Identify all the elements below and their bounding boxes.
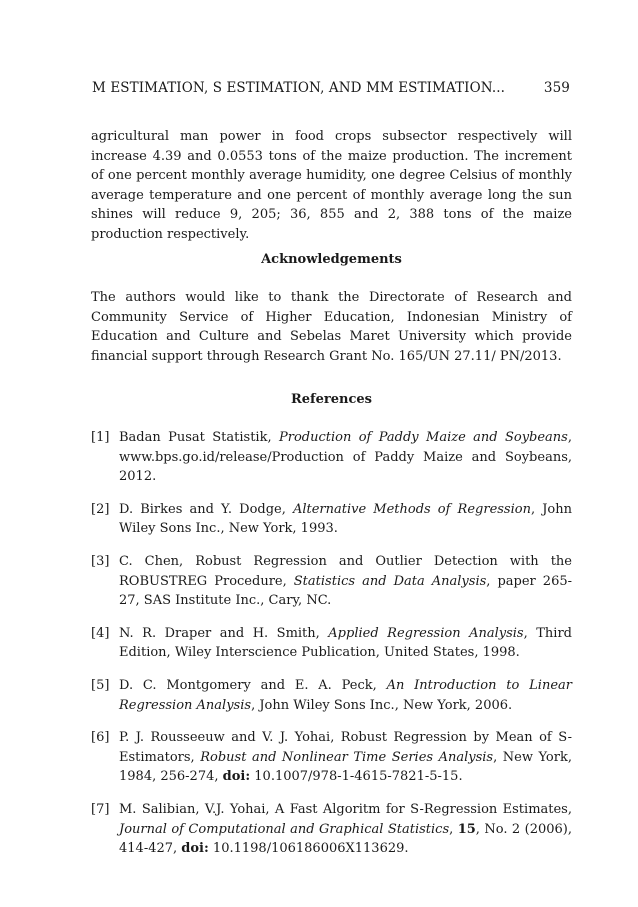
ref-title: Alternative Methods of Regression (292, 501, 531, 517)
ref-details: , paper 265-27, SAS Institute Inc., Cary, NC. (119, 573, 572, 609)
doi-label: doi: (222, 769, 251, 785)
ref-authors: P. J. Rousseeuw and V. J. Yohai, Robust Regression by Mean of S-Estimators, (119, 730, 572, 765)
page-number: 359 (543, 80, 570, 96)
ref-title: Production of Paddy Maize and Soybeans (278, 430, 568, 445)
doi-label: doi: (181, 841, 209, 857)
doi-value: 10.1198/106186006X113629. (208, 841, 409, 857)
ref-title: Robust and Nonlinear Time Series Analysis (200, 749, 494, 765)
ref-volume: 15 (457, 821, 476, 837)
references-heading: References (290, 392, 372, 407)
ref-authors: D. C. Montgomery and E. A. Peck, (119, 677, 387, 693)
ref-authors: N. R. Draper and H. Smith, (119, 625, 329, 641)
reference-number: [5] (91, 677, 110, 693)
ref-details: , (449, 821, 458, 837)
reference-list (91, 428, 572, 872)
ref-details: , Third Edition, Wiley Interscience Publication, United States, 1998. (119, 625, 572, 661)
ref-title: Statistics and Data Analysis (293, 573, 487, 589)
reference-item (91, 428, 572, 487)
ref-details: , www.bps.go.id/release/Production of Paddy Maize and Soybeans, 2012. (119, 430, 572, 485)
reference-item (91, 624, 572, 663)
ref-authors: M. Salibian, V.J. Yohai, A Fast Algoritm for S-Regression Estimates, (119, 801, 572, 817)
reference-number: [6] (91, 730, 110, 746)
reference-text (119, 552, 572, 611)
reference-item (91, 676, 572, 715)
reference-item (91, 500, 572, 539)
ref-authors: Badan Pusat Statistik, (119, 430, 279, 445)
running-title: M ESTIMATION, S ESTIMATION, AND MM ESTIMATION... (92, 80, 505, 96)
reference-number: [1] (91, 430, 110, 445)
reference-number: [3] (91, 553, 110, 569)
reference-number: [4] (91, 625, 110, 641)
reference-item (91, 800, 572, 859)
reference-number: [2] (91, 501, 110, 517)
ref-details: , John Wiley Sons Inc., New York, 1993. (119, 501, 572, 537)
ref-authors: C. Chen, Robust Regression and Outlier Detection with the ROBUSTREG Procedure, (119, 553, 572, 589)
reference-text (119, 500, 572, 539)
reference-item (91, 728, 572, 787)
ref-details: , New York, 1984, 256-274, (119, 749, 572, 785)
body-paragraph: agricultural man power in food crops subsector respectively will increase 4.39 and 0.0553 tons of the maize production. The increment of one percent monthly average humidity, one degree Celsius of monthly average temperature and one percent of monthly average long the sun shines will reduce 9, 205; 36, 855 and 2, 388 tons of the maize production respectively. (91, 129, 572, 242)
reference-item (91, 552, 572, 611)
reference-number: [7] (91, 801, 110, 817)
ref-title: Journal of Computational and Graphical Statistics (119, 821, 450, 837)
acknowledgements-text: The authors would like to thank the Directorate of Research and Community Service of Higher Education, Indonesian Ministry of Education and Culture and Sebelas Maret University which provide financial support through Research Grant No. 165/UN 27.11/ PN/2013. (91, 290, 572, 364)
reference-text (119, 428, 572, 487)
ref-title: An Introduction to Linear Regression Analysis (119, 677, 572, 713)
ref-details: , John Wiley Sons Inc., New York, 2006. (251, 697, 513, 713)
ref-title: Applied Regression Analysis (328, 625, 524, 641)
ref-authors: D. Birkes and Y. Dodge, (119, 501, 293, 517)
running-header (92, 80, 570, 96)
reference-text (119, 728, 572, 787)
acknowledgements-heading: Acknowledgements (261, 252, 402, 267)
reference-text (119, 800, 572, 859)
reference-text (119, 676, 572, 715)
reference-text (119, 624, 572, 663)
doi-value: 10.1007/978-1-4615-7821-5-15. (250, 769, 463, 785)
ref-pages: , No. 2 (2006), 414-427, (119, 821, 572, 857)
